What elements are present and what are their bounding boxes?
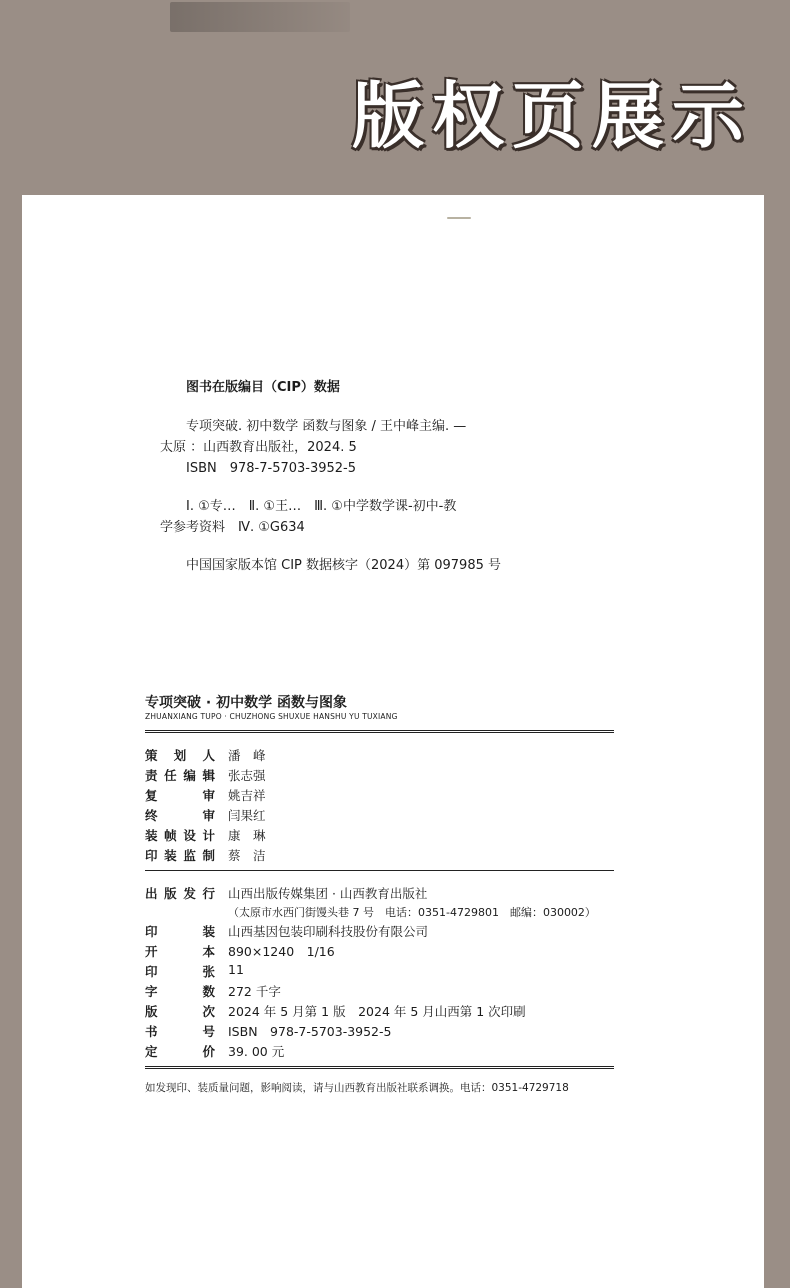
spec-value: 39. 00 元 xyxy=(228,1044,285,1059)
spec-value: 272 千字 xyxy=(228,984,281,999)
spec-label: 开 本 xyxy=(145,944,215,959)
cip-line: Ⅰ. ①专… Ⅱ. ①王… Ⅲ. ①中学数学课-初中-教 xyxy=(186,499,457,514)
staff-value: 张志强 xyxy=(228,768,266,783)
book-title: 专项突破 · 初中数学 函数与图象 xyxy=(145,695,347,711)
divider xyxy=(145,730,614,733)
publisher-label: 出 版 发 行 xyxy=(145,886,215,901)
staff-label: 装 帧 设 计 xyxy=(145,828,215,843)
staff-label: 印 装 监 制 xyxy=(145,848,215,863)
staff-label: 策 划 人 xyxy=(145,748,215,763)
spec-label: 印 张 xyxy=(145,964,215,979)
cip-line: ISBN 978-7-5703-3952-5 xyxy=(186,461,357,476)
cip-heading: 图书在版编目（CIP）数据 xyxy=(186,380,340,395)
divider xyxy=(145,870,614,871)
spec-value: 2024 年 5 月第 1 版 2024 年 5 月山西第 1 次印刷 xyxy=(228,1004,526,1019)
spec-value: 890×1240 1/16 xyxy=(228,944,335,959)
staff-value: 康 琳 xyxy=(228,828,266,843)
spec-label: 印 装 xyxy=(145,924,215,939)
staff-value: 姚吉祥 xyxy=(228,788,266,803)
banner-title: 版权页展示 xyxy=(351,74,752,158)
quality-notice: 如发现印、装质量问题，影响阅读，请与山西教育出版社联系调换。电话：0351-4729718 xyxy=(145,1082,569,1094)
cip-line: 太原 ：山西教育出版社，2024. 5 xyxy=(160,440,357,455)
staff-label: 责 任 编 辑 xyxy=(145,768,215,783)
staff-value: 潘 峰 xyxy=(228,748,266,763)
spec-label: 版 次 xyxy=(145,1004,215,1019)
spec-label: 书 号 xyxy=(145,1024,215,1039)
staff-label: 终 审 xyxy=(145,808,215,823)
staff-value: 闫果红 xyxy=(228,808,266,823)
spec-value: 山西基因包装印刷科技股份有限公司 xyxy=(228,924,429,939)
staff-value: 蔡 洁 xyxy=(228,848,266,863)
publisher-value: 山西出版传媒集团 · 山西教育出版社 xyxy=(228,886,428,901)
spec-label: 定 价 xyxy=(145,1044,215,1059)
spec-value: ISBN 978-7-5703-3952-5 xyxy=(228,1024,392,1039)
divider xyxy=(145,1066,614,1069)
cip-line: 中国国家版本馆 CIP 数据核字（2024）第 097985 号 xyxy=(186,558,501,573)
copyright-page xyxy=(22,195,764,1288)
book-title-pinyin: ZHUANXIANG TUPO · CHUZHONG SHUXUE HANSHU YU TUXIANG xyxy=(145,712,398,721)
cip-line: 专项突破. 初中数学 函数与图象 / 王中峰主编. — xyxy=(186,419,467,434)
publisher-address: （太原市水西门街馒头巷 7 号 电话：0351-4729801 邮编：030002） xyxy=(228,906,596,919)
spec-label: 字 数 xyxy=(145,984,215,999)
background-ghost-text xyxy=(170,2,350,32)
spec-value: 11 xyxy=(228,962,244,977)
cip-line: 学参考资料 Ⅳ. ①G634 xyxy=(160,520,305,535)
staff-label: 复 审 xyxy=(145,788,215,803)
paper-smudge xyxy=(447,217,471,219)
